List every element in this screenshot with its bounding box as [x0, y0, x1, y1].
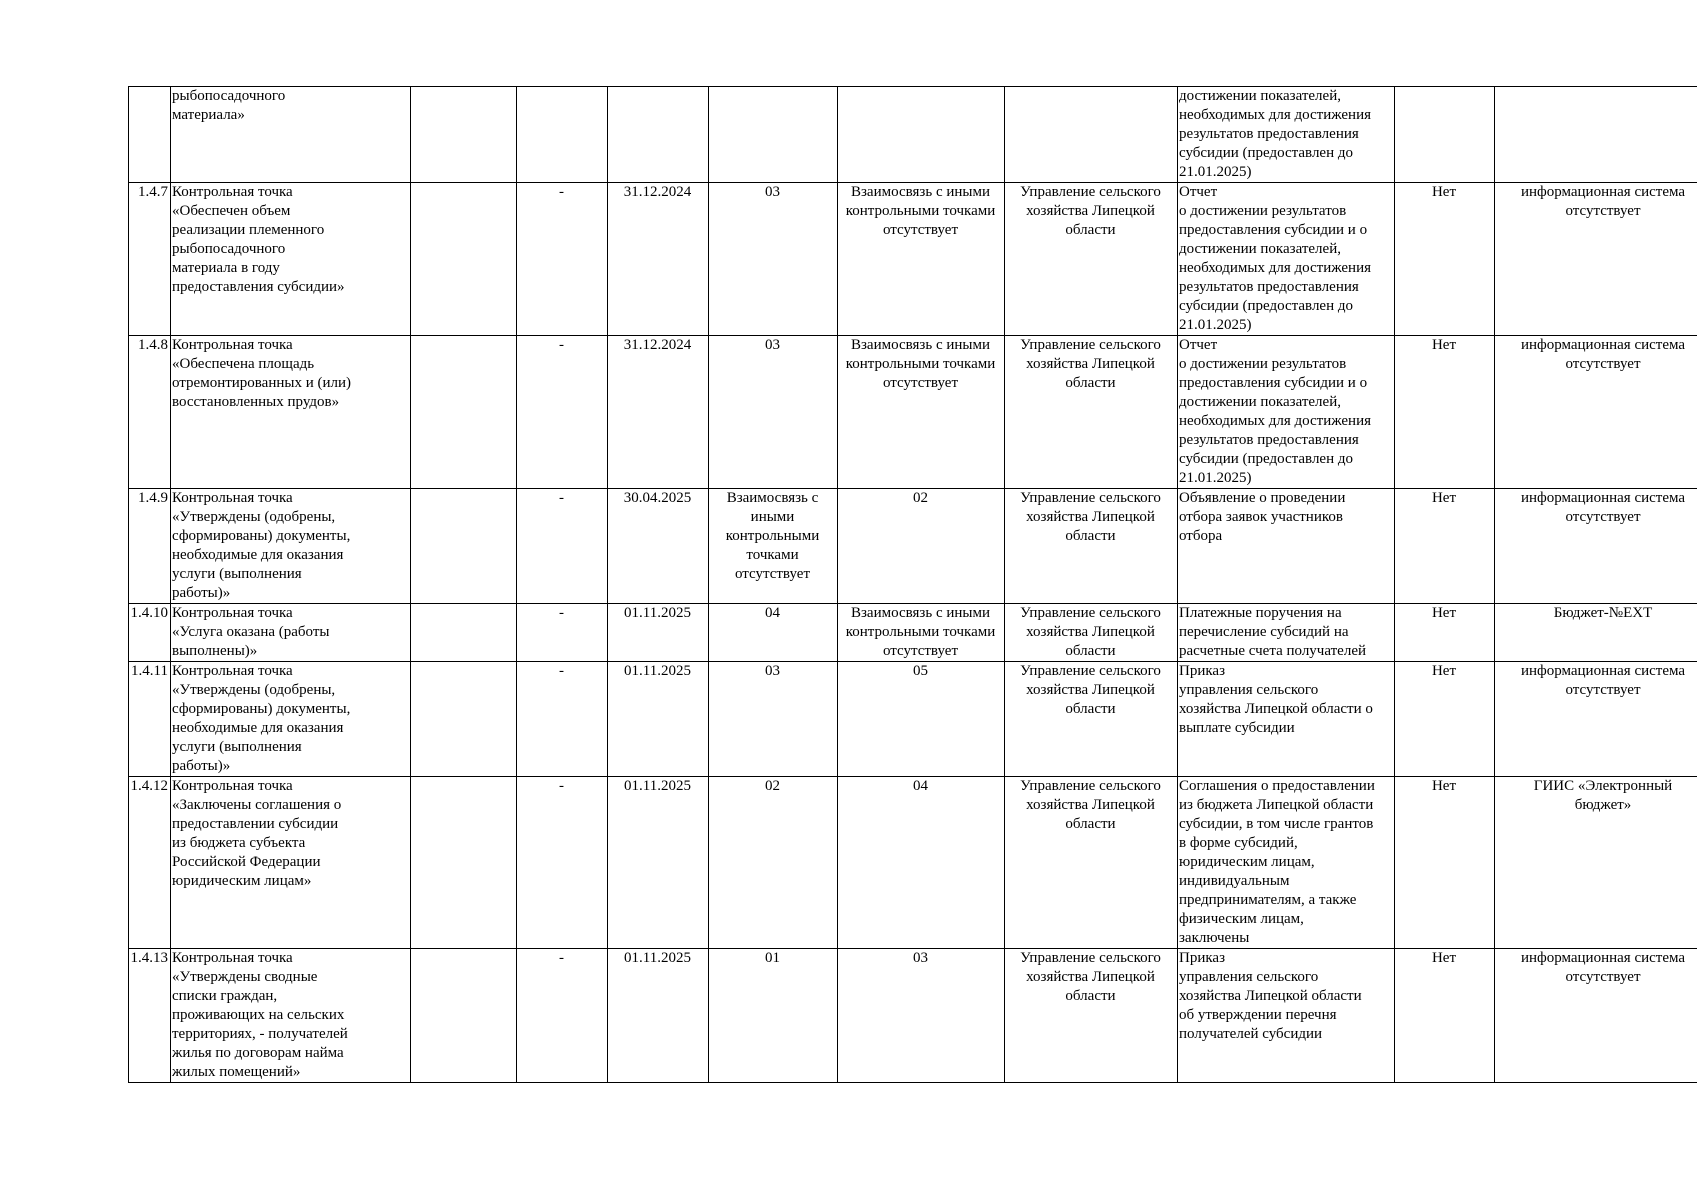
cell-col10: Нет — [1395, 662, 1495, 777]
document-cell: Отчет о достижении результатов предоставления субсидии и о достижении показателей, необходимых для достижения результатов предоставления субсидии (предоставлен до 21.01.2025) — [1178, 183, 1395, 336]
table-row — [129, 949, 1697, 1083]
control-point-name: Контрольная точка «Обеспечена площадь отремонтированных и (или) восстановленных прудов» — [171, 336, 411, 489]
cell-col7: 05 — [838, 662, 1005, 777]
date-cell: 01.11.2025 — [608, 949, 709, 1083]
cell-col4 — [517, 87, 608, 183]
cell-col10: Нет — [1395, 489, 1495, 604]
cell-col7: Взаимосвязь с иными контрольными точками отсутствует — [838, 336, 1005, 489]
cell-col6: 03 — [709, 662, 838, 777]
cell-col7: 02 — [838, 489, 1005, 604]
info-system-cell: информационная система отсутствует — [1495, 183, 1697, 336]
cell-col3 — [411, 662, 517, 777]
row-number: 1.4.8 — [129, 336, 171, 489]
cell-col6: 04 — [709, 604, 838, 662]
responsible-cell: Управление сельского хозяйства Липецкой области — [1005, 949, 1178, 1083]
document-cell: Объявление о проведении отбора заявок участников отбора — [1178, 489, 1395, 604]
row-number: 1.4.9 — [129, 489, 171, 604]
cell-col6: 03 — [709, 183, 838, 336]
cell-col3 — [411, 777, 517, 949]
cell-col6: Взаимосвязь с иными контрольными точками отсутствует — [709, 489, 838, 604]
info-system-cell: информационная система отсутствует — [1495, 336, 1697, 489]
cell-col3 — [411, 489, 517, 604]
control-point-name: рыбопосадочного материала» — [171, 87, 411, 183]
document-cell: Приказ управления сельского хозяйства Липецкой области об утверждении перечня получателей субсидии — [1178, 949, 1395, 1083]
info-system-cell: информационная система отсутствует — [1495, 662, 1697, 777]
info-system-cell — [1495, 87, 1697, 183]
control-point-name: Контрольная точка «Обеспечен объем реализации племенного рыбопосадочного материала в году предоставления субсидии» — [171, 183, 411, 336]
responsible-cell: Управление сельского хозяйства Липецкой области — [1005, 183, 1178, 336]
cell-col3 — [411, 336, 517, 489]
document-cell: Приказ управления сельского хозяйства Липецкой области о выплате субсидии — [1178, 662, 1395, 777]
cell-col7: Взаимосвязь с иными контрольными точками отсутствует — [838, 183, 1005, 336]
cell-col6 — [709, 87, 838, 183]
row-number: 1.4.10 — [129, 604, 171, 662]
cell-col10: Нет — [1395, 604, 1495, 662]
date-cell: 31.12.2024 — [608, 336, 709, 489]
table-body — [129, 87, 1697, 1083]
cell-col4: - — [517, 949, 608, 1083]
document-cell: Соглашения о предоставлении из бюджета Липецкой области субсидии, в том числе грантов в форме субсидий, юридическим лицам, индивидуальным предпринимателям, а также физическим лицам, заключены — [1178, 777, 1395, 949]
info-system-cell: информационная система отсутствует — [1495, 949, 1697, 1083]
cell-col4: - — [517, 489, 608, 604]
date-cell: 31.12.2024 — [608, 183, 709, 336]
cell-col4: - — [517, 777, 608, 949]
cell-col4: - — [517, 336, 608, 489]
date-cell — [608, 87, 709, 183]
cell-col3 — [411, 183, 517, 336]
row-number: 1.4.13 — [129, 949, 171, 1083]
control-point-name: Контрольная точка «Утверждены (одобрены, сформированы) документы, необходимые для оказания услуги (выполнения работы)» — [171, 662, 411, 777]
cell-col10: Нет — [1395, 183, 1495, 336]
document-cell: Платежные поручения на перечисление субсидий на расчетные счета получателей — [1178, 604, 1395, 662]
table-row — [129, 489, 1697, 604]
document-cell: достижении показателей, необходимых для достижения результатов предоставления субсидии (предоставлен до 21.01.2025) — [1178, 87, 1395, 183]
table-row — [129, 183, 1697, 336]
control-point-name: Контрольная точка «Заключены соглашения о предоставлении субсидии из бюджета субъекта Российской Федерации юридическим лицам» — [171, 777, 411, 949]
table-row — [129, 777, 1697, 949]
responsible-cell: Управление сельского хозяйства Липецкой области — [1005, 777, 1178, 949]
cell-col7: Взаимосвязь с иными контрольными точками отсутствует — [838, 604, 1005, 662]
cell-col10 — [1395, 87, 1495, 183]
cell-col10: Нет — [1395, 777, 1495, 949]
cell-col3 — [411, 949, 517, 1083]
cell-col7: 03 — [838, 949, 1005, 1083]
table-row — [129, 87, 1697, 183]
date-cell: 30.04.2025 — [608, 489, 709, 604]
control-point-name: Контрольная точка «Утверждены сводные списки граждан, проживающих на сельских территориях, - получателей жилья по договорам найма жилых помещений» — [171, 949, 411, 1083]
cell-col6: 01 — [709, 949, 838, 1083]
info-system-cell: Бюджет-№ЕХТ — [1495, 604, 1697, 662]
cell-col4: - — [517, 604, 608, 662]
row-number: 1.4.11 — [129, 662, 171, 777]
cell-col4: - — [517, 183, 608, 336]
cell-col7 — [838, 87, 1005, 183]
control-point-name: Контрольная точка «Услуга оказана (работы выполнены)» — [171, 604, 411, 662]
cell-col10: Нет — [1395, 949, 1495, 1083]
cell-col3 — [411, 604, 517, 662]
date-cell: 01.11.2025 — [608, 777, 709, 949]
document-cell: Отчет о достижении результатов предоставления субсидии и о достижении показателей, необходимых для достижения результатов предоставления субсидии (предоставлен до 21.01.2025) — [1178, 336, 1395, 489]
row-number — [129, 87, 171, 183]
control-point-name: Контрольная точка «Утверждены (одобрены, сформированы) документы, необходимые для оказания услуги (выполнения работы)» — [171, 489, 411, 604]
row-number: 1.4.12 — [129, 777, 171, 949]
cell-col6: 02 — [709, 777, 838, 949]
cell-col6: 03 — [709, 336, 838, 489]
date-cell: 01.11.2025 — [608, 662, 709, 777]
date-cell: 01.11.2025 — [608, 604, 709, 662]
cell-col3 — [411, 87, 517, 183]
table-row — [129, 336, 1697, 489]
cell-col10: Нет — [1395, 336, 1495, 489]
cell-col7: 04 — [838, 777, 1005, 949]
responsible-cell: Управление сельского хозяйства Липецкой области — [1005, 662, 1178, 777]
table-row — [129, 604, 1697, 662]
table-row — [129, 662, 1697, 777]
info-system-cell: информационная система отсутствует — [1495, 489, 1697, 604]
responsible-cell: Управление сельского хозяйства Липецкой области — [1005, 489, 1178, 604]
row-number: 1.4.7 — [129, 183, 171, 336]
responsible-cell: Управление сельского хозяйства Липецкой области — [1005, 604, 1178, 662]
info-system-cell: ГИИС «Электронный бюджет» — [1495, 777, 1697, 949]
responsible-cell — [1005, 87, 1178, 183]
cell-col4: - — [517, 662, 608, 777]
control-points-table — [128, 86, 1697, 1083]
responsible-cell: Управление сельского хозяйства Липецкой области — [1005, 336, 1178, 489]
